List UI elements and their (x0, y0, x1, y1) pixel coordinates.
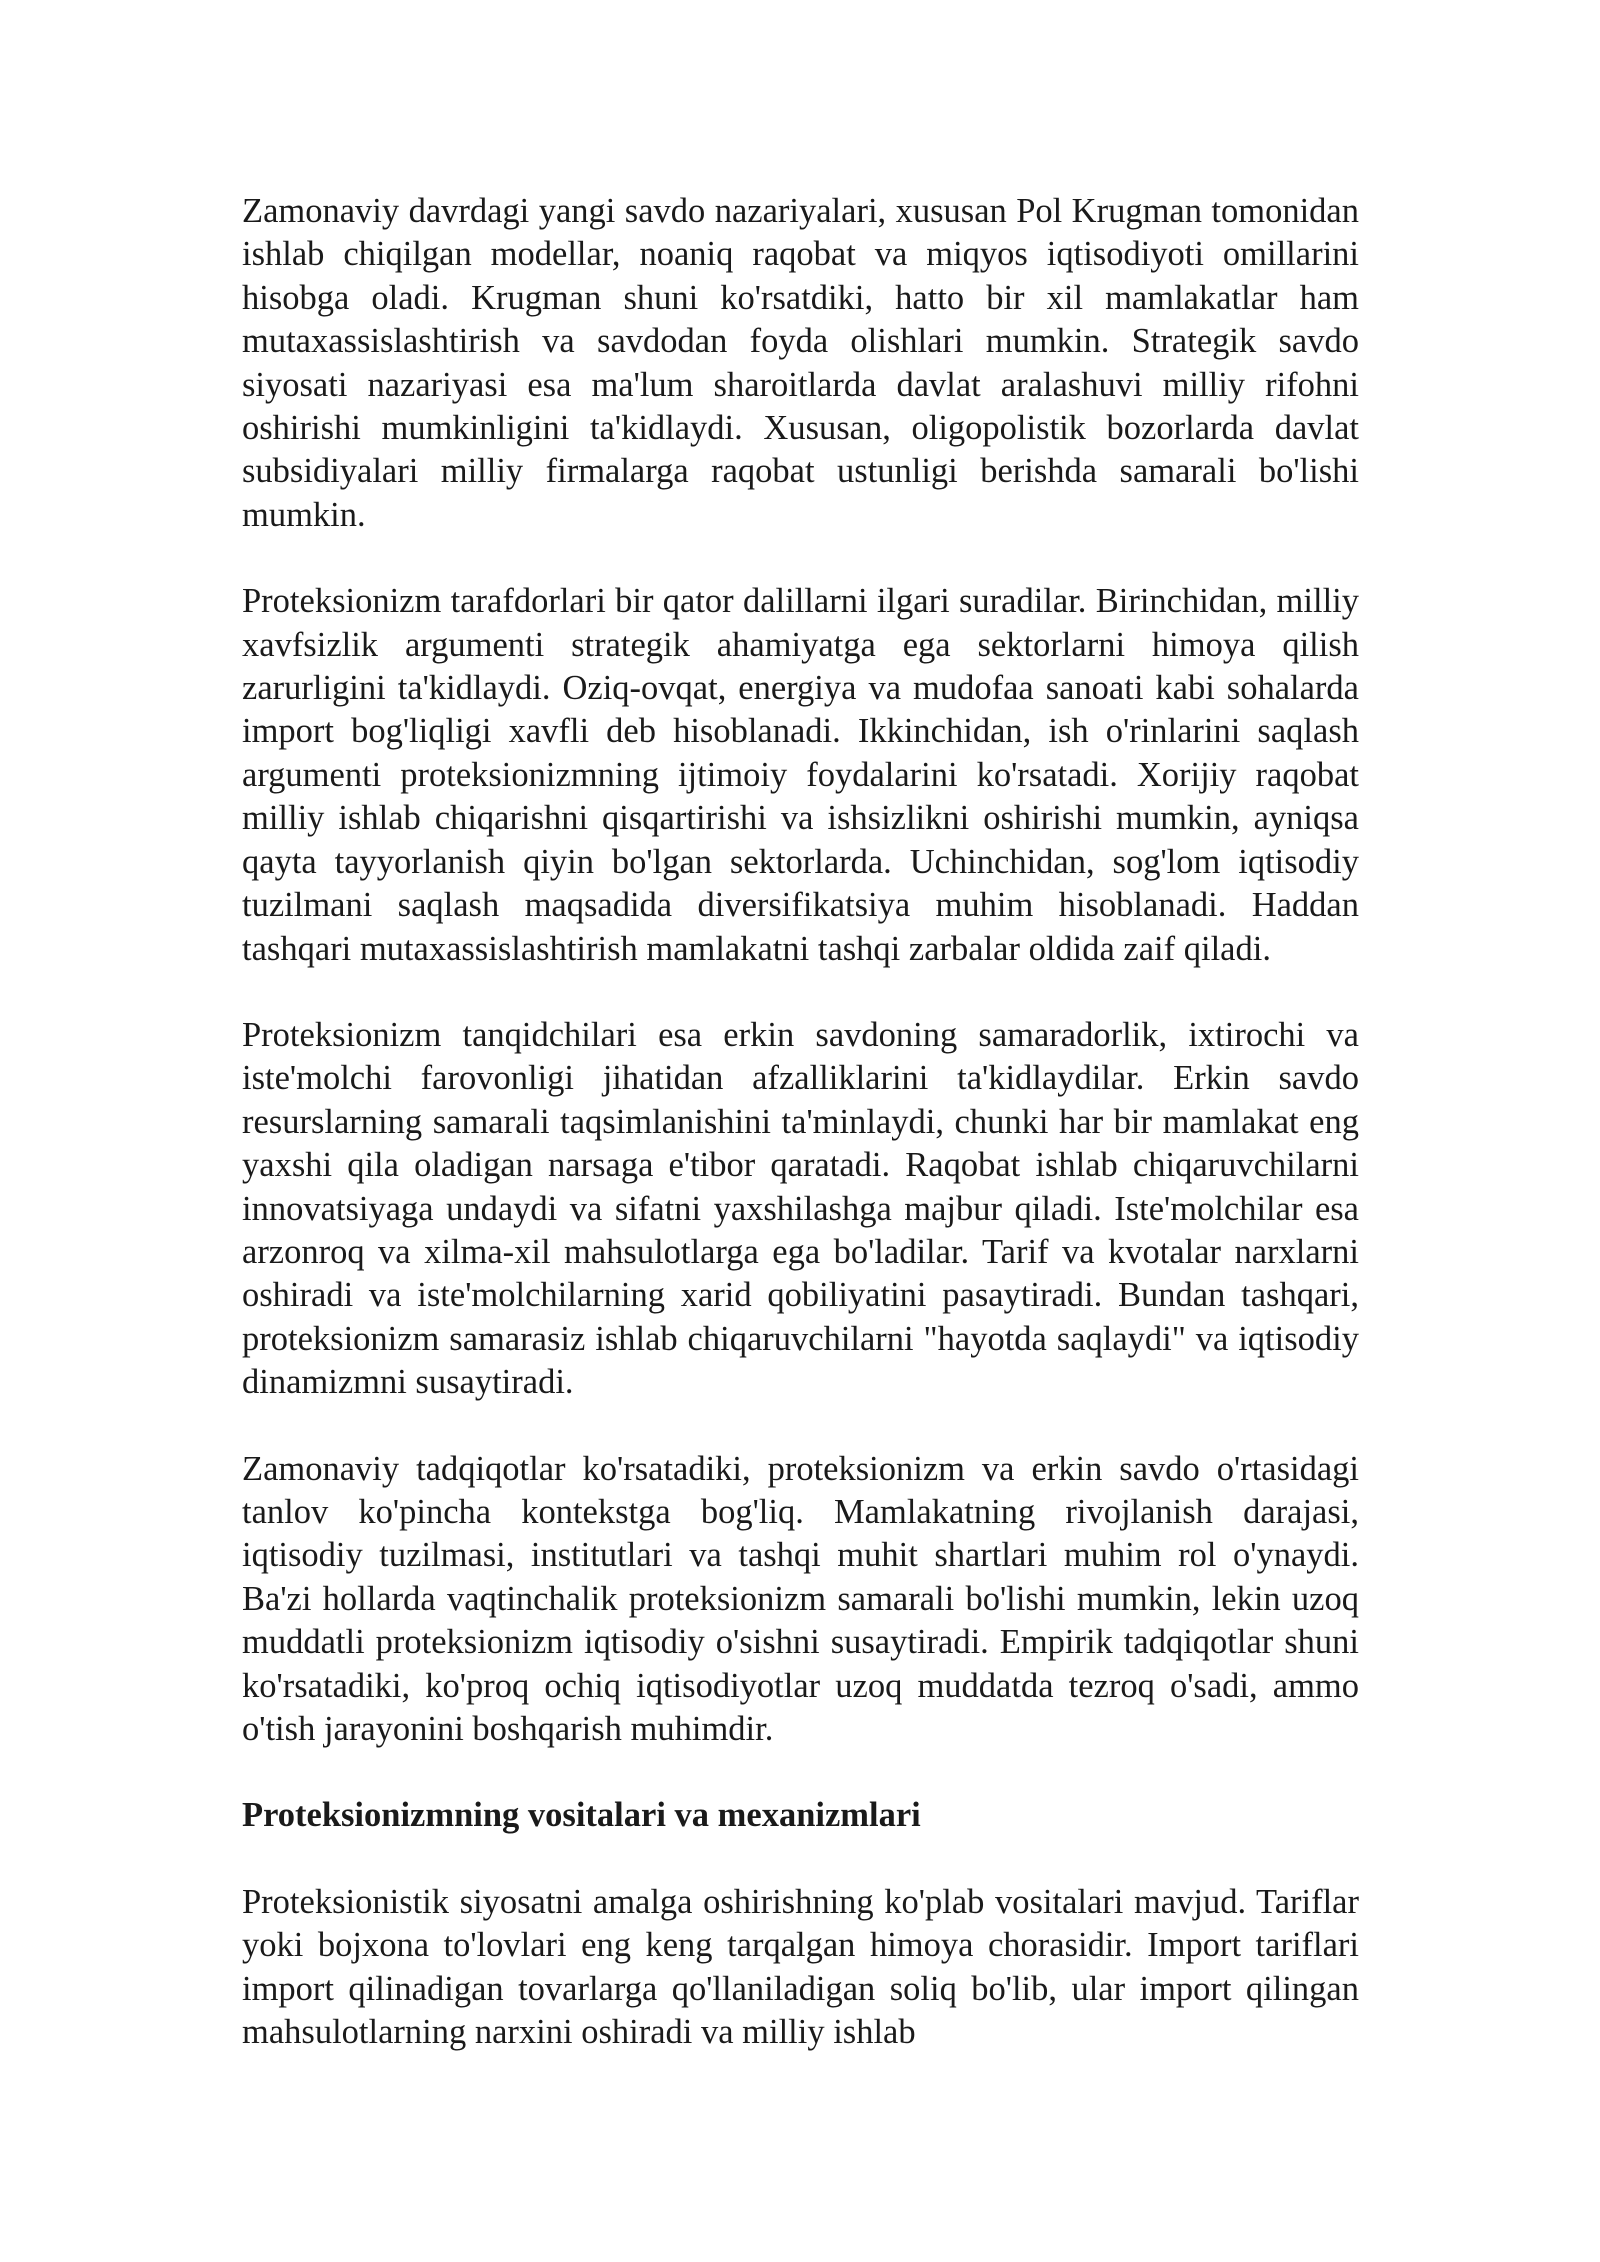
paragraph-protectionism-critics: Proteksionizm tanqidchilari esa erkin savdoning samaradorlik, ixtirochi va iste'molchi farovonligi jihatidan afzalliklarini ta'kidlaydilar. Erkin savdo resurslarning samarali taqsimlanishini ta'minlaydi, chunki har bir mamlakat eng yaxshi qila oladigan narsaga e'tibor qaratadi. Raqobat ishlab chiqaruvchilarni innovatsiyaga undaydi va sifatni yaxshilashga majbur qiladi. Iste'molchilar esa arzonroq va xilma-xil mahsulotlarga ega bo'ladilar. Tarif va kvotalar narxlarni oshiradi va iste'molchilarning xarid qobiliyatini pasaytiradi. Bundan tashqari, proteksionizm samarasiz ishlab chiqaruvchilarni "hayotda saqlaydi" va iqtisodiy dinamizmni susaytiradi. (242, 1015, 1359, 1402)
document-page (242, 190, 1359, 2097)
section-heading: Proteksionizmning vositalari va mexanizmlari (242, 1796, 921, 1835)
paragraph-protectionism-tools: Proteksionistik siyosatni amalga oshirishning ko'plab vositalari mavjud. Tariflar yoki bojxona to'lovlari eng keng tarqalgan himoya chorasidir. Import tariflari import qilinadigan tovarlarga qo'llaniladigan soliq bo'lib, ular import qilingan mahsulotlarning narxini oshiradi va milliy ishlab (242, 1882, 1359, 2052)
paragraph-modern-research: Zamonaviy tadqiqotlar ko'rsatadiki, proteksionizm va erkin savdo o'rtasidagi tanlov ko'pincha kontekstga bog'liq. Mamlakatning rivojlanish darajasi, iqtisodiy tuzilmasi, institutlari va tashqi muhit shartlari muhim rol o'ynaydi. Ba'zi hollarda vaqtinchalik proteksionizm samarali bo'lishi mumkin, lekin uzoq muddatli proteksionizm iqtisodiy o'sishni susaytiradi. Empirik tadqiqotlar shuni ko'rsatadiki, ko'proq ochiq iqtisodiyotlar uzoq muddatda tezroq o'sadi, ammo o'tish jarayonini boshqarish muhimdir. (242, 1449, 1359, 1748)
paragraph-protectionism-supporters: Proteksionizm tarafdorlari bir qator dalillarni ilgari suradilar. Birinchidan, milliy xavfsizlik argumenti strategik ahamiyatga ega sektorlarni himoya qilish zarurligini ta'kidlaydi. Oziq-ovqat, energiya va mudofaa sanoati kabi sohalarda import bog'liqligi xavfli deb hisoblanadi. Ikkinchidan, ish o'rinlarini saqlash argumenti proteksionizmning ijtimoiy foydalarini ko'rsatadi. Xorijiy raqobat milliy ishlab chiqarishni qisqartirishi va ishsizlikni oshirishi mumkin, ayniqsa qayta tayyorlanish qiyin bo'lgan sektorlarda. Uchinchidan, sog'lom iqtisodiy tuzilmani saqlash maqsadida diversifikatsiya muhim hisoblanadi. Haddan tashqari mutaxassislashtirish mamlakatni tashqi zarbalar oldida zaif qiladi. (242, 582, 1359, 968)
paragraph-new-trade-theories: Zamonaviy davrdagi yangi savdo nazariyalari, xususan Pol Krugman tomonidan ishlab chiqilgan modellar, noaniq raqobat va miqyos iqtisodiyoti omillarini hisobga oladi. Krugman shuni ko'rsatdiki, hatto bir xil mamlakatlar ham mutaxassislashtirish va savdodan foyda olishlari mumkin. Strategik savdo siyosati nazariyasi esa ma'lum sharoitlarda davlat aralashuvi milliy rifohni oshirishi mumkinligini ta'kidlaydi. Xususan, oligopolistik bozorlarda davlat subsidiyalari milliy firmalarga raqobat ustunligi berishda samarali bo'lishi mumkin. (242, 192, 1359, 534)
